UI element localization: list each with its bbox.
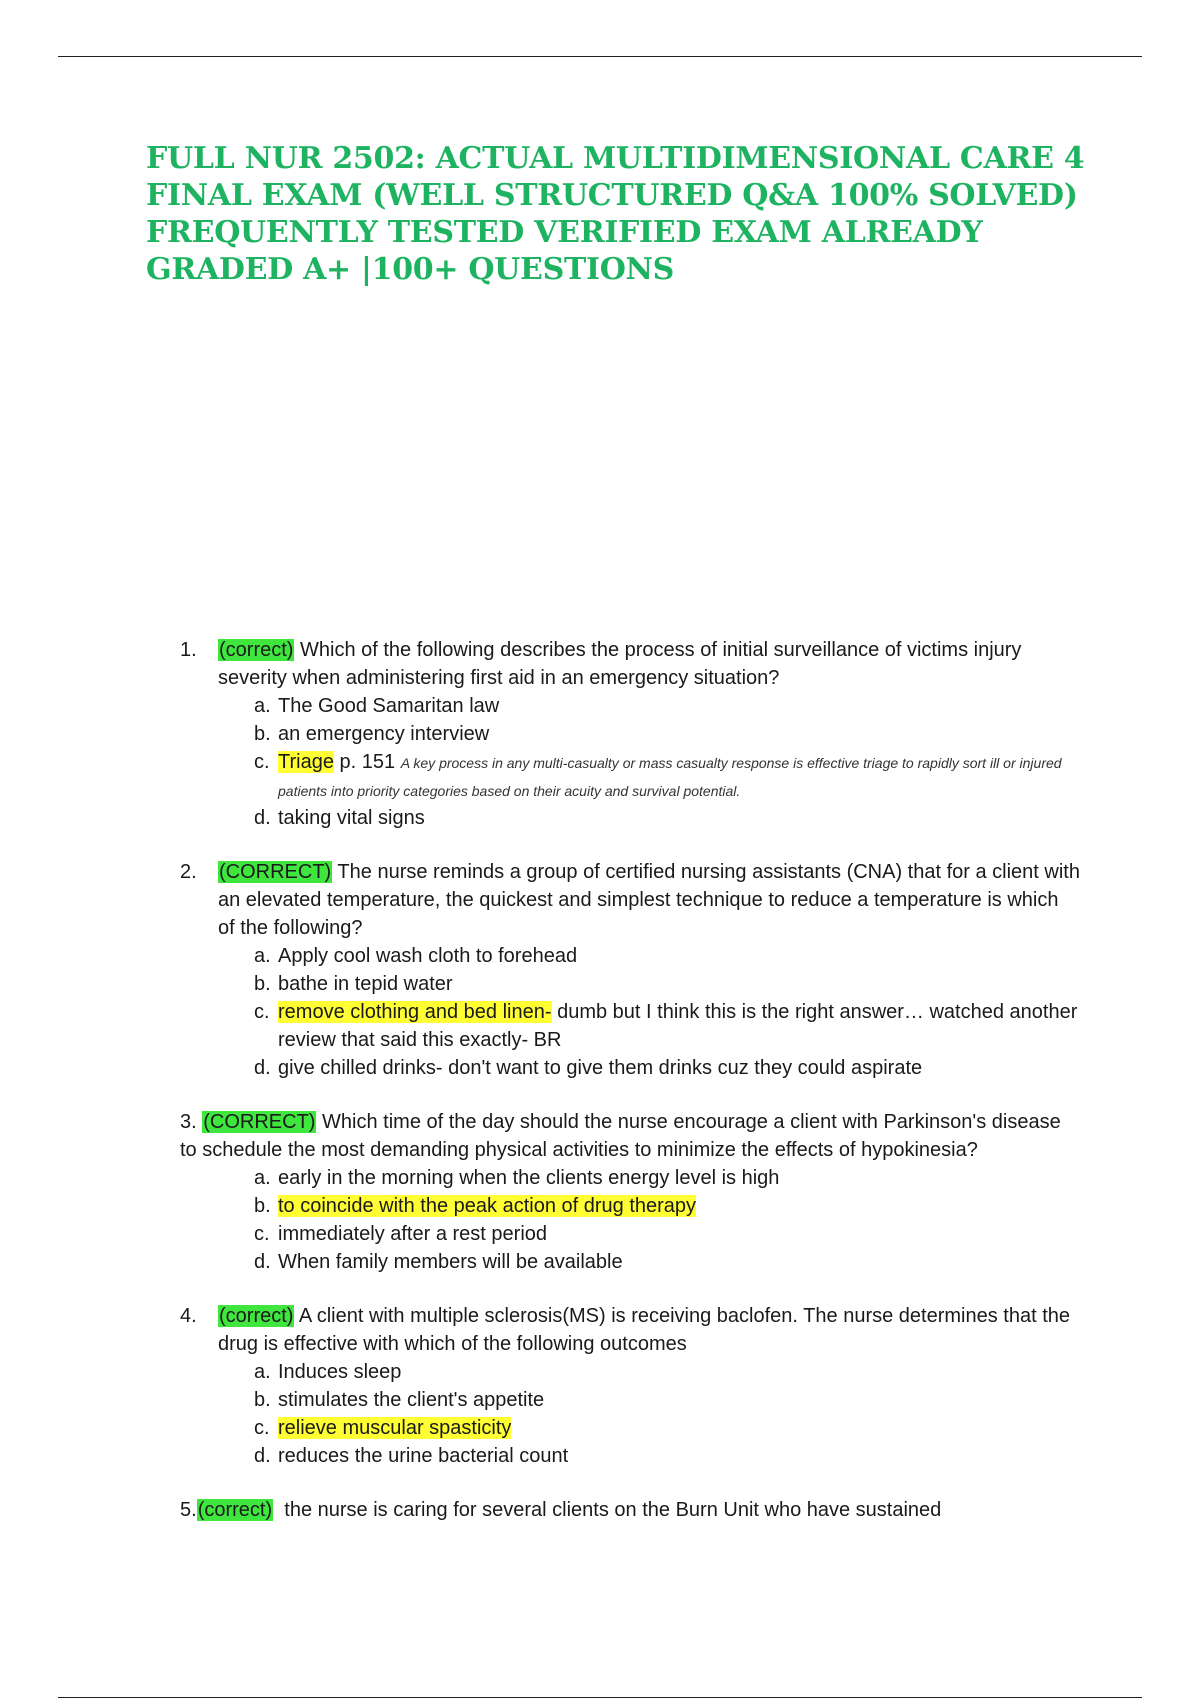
option-letter: a. — [254, 1361, 271, 1383]
option-text: The Good Samaritan law — [278, 695, 500, 717]
option-text: an emergency interview — [278, 723, 490, 745]
footer-rule — [58, 1697, 1142, 1698]
question-number: 4. — [180, 1305, 197, 1327]
highlighted-answer: relieve muscular spasticity — [278, 1417, 512, 1439]
option-letter: c. — [254, 1001, 270, 1023]
question-text: The nurse reminds a group of certified nursing assistants (CNA) that for a client with an elevated temperature, the quickest and simplest technique to reduce a temperature is which of the following? — [218, 861, 1080, 939]
option-d — [254, 1054, 1080, 1082]
question-5 — [180, 1496, 1080, 1524]
option-b — [254, 1386, 1080, 1414]
question-2 — [180, 858, 1080, 1082]
correct-tag: (CORRECT) — [203, 1111, 316, 1133]
question-stem — [180, 858, 1080, 942]
option-letter: c. — [254, 751, 270, 773]
question-3 — [180, 1108, 1080, 1276]
option-text: immediately after a rest period — [278, 1223, 548, 1245]
question-text: the nurse is caring for several clients on the Burn Unit who have sustained — [284, 1499, 942, 1521]
question-number: 3. — [180, 1111, 197, 1133]
option-letter: b. — [254, 973, 271, 995]
question-1 — [180, 636, 1080, 832]
option-a — [254, 692, 1080, 720]
answer-options — [180, 1164, 1080, 1276]
answer-options — [180, 692, 1080, 832]
question-number: 1. — [180, 639, 197, 661]
option-letter: c. — [254, 1223, 270, 1245]
option-letter: c. — [254, 1417, 270, 1439]
option-d — [254, 1442, 1080, 1470]
option-c — [254, 1220, 1080, 1248]
highlighted-answer: Triage — [278, 751, 334, 773]
question-number: 5. — [180, 1499, 197, 1521]
question-stem — [180, 1496, 1080, 1524]
option-d — [254, 1248, 1080, 1276]
question-text: Which time of the day should the nurse encourage a client with Parkinson's disease to schedule the most demanding physical activities to minimize the effects of hypokinesia? — [180, 1111, 1061, 1161]
page-reference: p. 151 — [339, 751, 396, 773]
correct-tag: (correct) — [219, 639, 294, 661]
option-a — [254, 1358, 1080, 1386]
correct-tag: (CORRECT) — [219, 861, 332, 883]
option-text: Apply cool wash cloth to forehead — [278, 945, 578, 967]
option-text: taking vital signs — [278, 807, 425, 829]
question-number: 2. — [180, 861, 197, 883]
option-letter: a. — [254, 945, 271, 967]
option-a — [254, 942, 1080, 970]
option-d — [254, 804, 1080, 832]
header-rule — [58, 56, 1142, 57]
question-text: A client with multiple sclerosis(MS) is receiving baclofen. The nurse determines that the drug is effective with which of the following outcomes — [218, 1305, 1070, 1355]
highlighted-answer: to coincide with the peak action of drug therapy — [278, 1195, 697, 1217]
option-c — [254, 748, 1080, 804]
option-text: Induces sleep — [278, 1361, 402, 1383]
question-list — [180, 636, 1080, 1550]
question-stem — [180, 1302, 1080, 1358]
option-text: reduces the urine bacterial count — [278, 1445, 569, 1467]
answer-options — [180, 1358, 1080, 1470]
option-text: early in the morning when the clients energy level is high — [278, 1167, 780, 1189]
highlighted-answer: remove clothing and bed linen- — [278, 1001, 552, 1023]
correct-tag: (correct) — [219, 1305, 294, 1327]
option-text: give chilled drinks- don't want to give them drinks cuz they could aspirate — [278, 1057, 923, 1079]
option-letter: d. — [254, 807, 271, 829]
option-letter: d. — [254, 1445, 271, 1467]
question-text: Which of the following describes the process of initial surveillance of victims injury severity when administering first aid in an emergency situation? — [218, 639, 1022, 689]
answer-options — [180, 942, 1080, 1082]
option-text: stimulates the client's appetite — [278, 1389, 545, 1411]
option-b — [254, 1192, 1080, 1220]
correct-tag: (correct) — [197, 1499, 273, 1521]
option-text: bathe in tepid water — [278, 973, 453, 995]
option-letter: a. — [254, 1167, 271, 1189]
option-b — [254, 970, 1080, 998]
option-a — [254, 1164, 1080, 1192]
option-c — [254, 998, 1080, 1054]
option-letter: a. — [254, 695, 271, 717]
option-letter: b. — [254, 1389, 271, 1411]
option-letter: d. — [254, 1251, 271, 1273]
question-stem — [180, 636, 1080, 692]
option-comment: dumb but I think this is the right answer… watched another review that said this exactly- BR — [278, 1001, 1078, 1051]
rationale-note: A key process in any multi-casualty or mass casualty response is effective triage to rapidly sort ill or injured patients into priority categories based on their acuity and survival potential. — [278, 755, 1062, 799]
question-stem — [180, 1108, 1080, 1164]
question-4 — [180, 1302, 1080, 1470]
option-b — [254, 720, 1080, 748]
option-c — [254, 1414, 1080, 1442]
option-letter: d. — [254, 1057, 271, 1079]
document-title: FULL NUR 2502: ACTUAL MULTIDIMENSIONAL CARE 4 FINAL EXAM (WELL STRUCTURED Q&A 100% SOLVED) FREQUENTLY TESTED VERIFIED EXAM ALREADY GRADED A+ |100+ QUESTIONS — [146, 141, 1085, 287]
option-letter: b. — [254, 1195, 271, 1217]
option-text: When family members will be available — [278, 1251, 623, 1273]
option-letter: b. — [254, 723, 271, 745]
